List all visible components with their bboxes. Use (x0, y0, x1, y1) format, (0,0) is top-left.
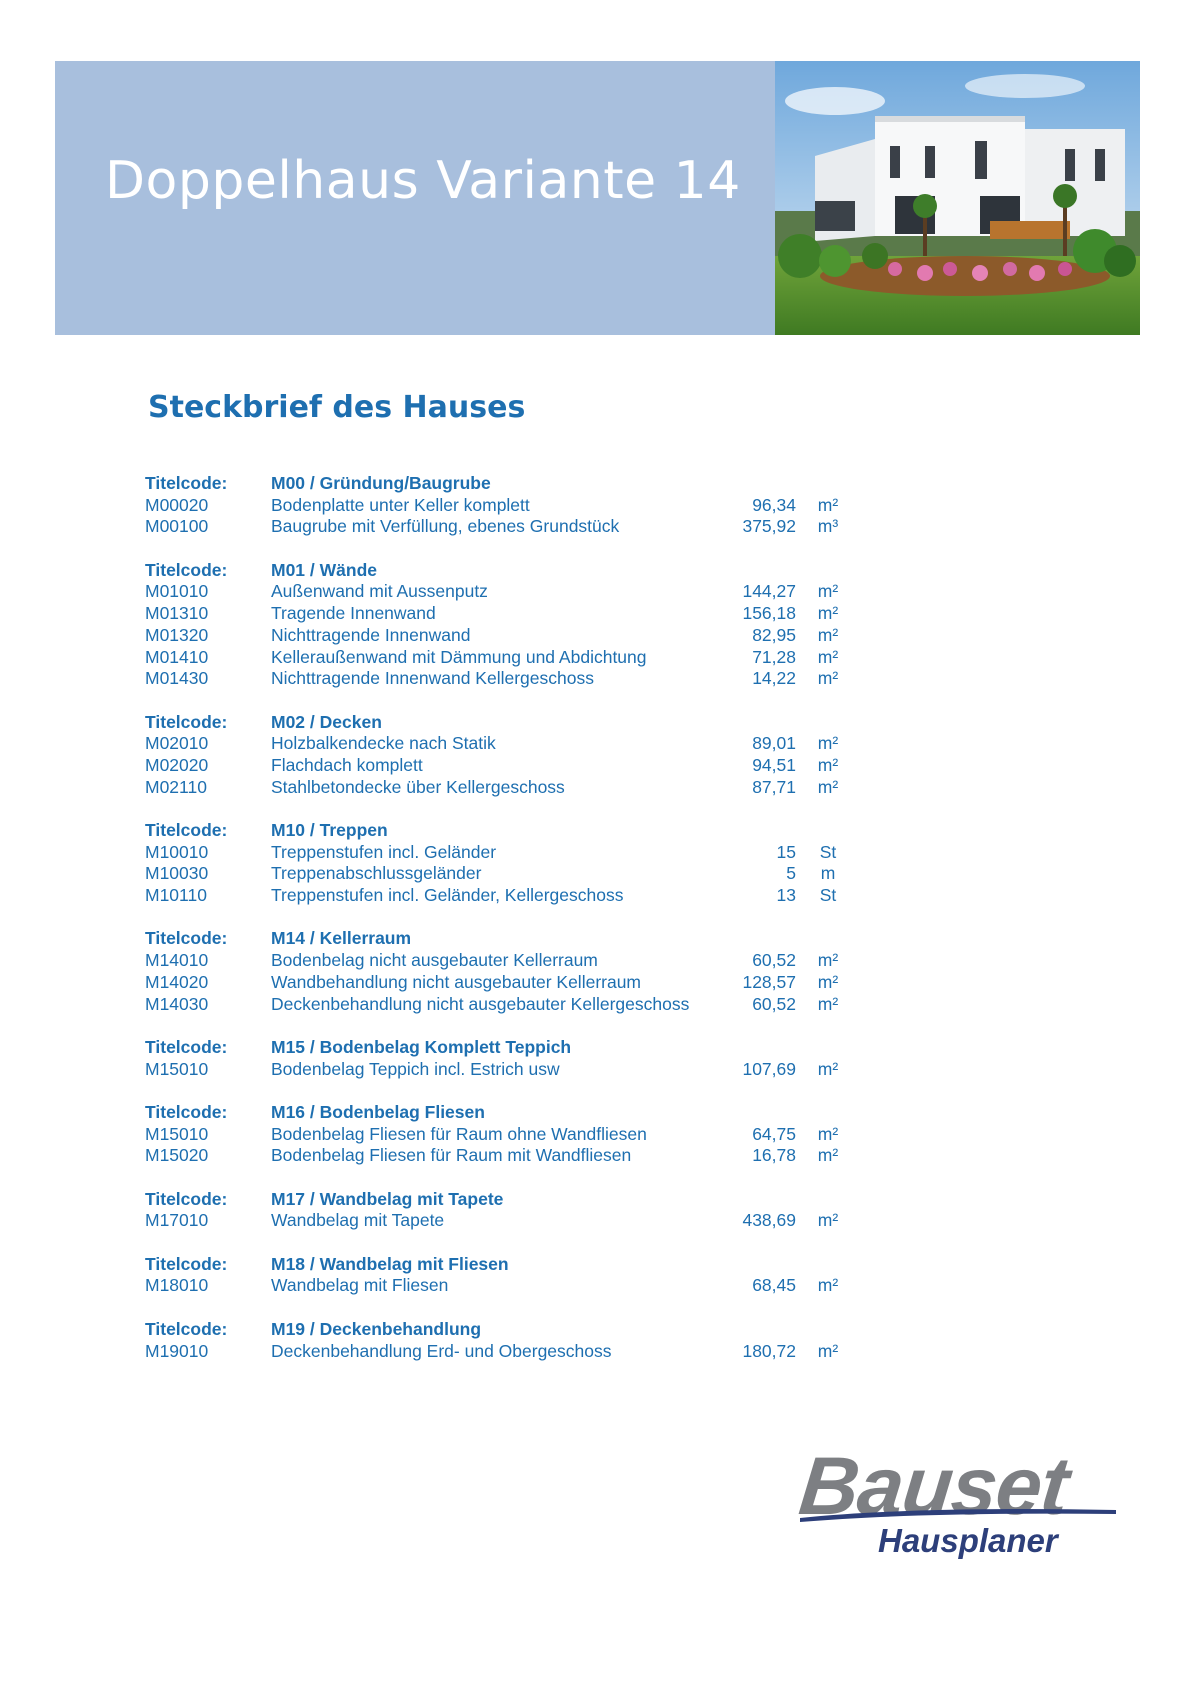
spec-group (145, 712, 845, 799)
group-header (145, 473, 845, 495)
spec-row (145, 1145, 845, 1167)
item-unit: St (819, 841, 837, 862)
item-unit: m² (817, 1145, 839, 1166)
item-code: M01010 (145, 581, 209, 602)
section-title: Steckbrief des Hauses (148, 390, 526, 425)
item-unit: m² (817, 1123, 839, 1144)
item-description: Treppenstufen incl. Geländer, Kellergeschoss (271, 885, 624, 906)
item-description: Flachdach komplett (271, 754, 423, 775)
item-unit: m² (817, 776, 839, 797)
titelcode-label: Titelcode: (145, 820, 228, 840)
item-description: Wandbelag mit Fliesen (271, 1275, 449, 1296)
spec-row (145, 972, 845, 994)
spec-group (145, 928, 845, 1015)
item-code: M01410 (145, 646, 209, 667)
item-code: M18010 (145, 1275, 209, 1296)
item-code: M14010 (145, 950, 209, 971)
titelcode-label: Titelcode: (145, 1318, 228, 1339)
item-description: Kelleraußenwand mit Dämmung und Abdichtung (271, 646, 647, 667)
item-quantity: 89,01 (752, 733, 796, 754)
item-code: M01430 (145, 668, 209, 689)
item-code: M17010 (145, 1210, 209, 1231)
item-quantity: 16,78 (752, 1145, 796, 1166)
spec-group (145, 473, 845, 538)
group-title: M02 / Decken (271, 711, 382, 732)
group-title: M17 / Wandbelag mit Tapete (271, 1188, 504, 1209)
item-quantity: 96,34 (752, 494, 796, 515)
item-unit: m² (817, 494, 839, 515)
spec-row (145, 1124, 845, 1146)
item-description: Deckenbehandlung nicht ausgebauter Kellergeschoss (271, 993, 690, 1014)
item-quantity: 14,22 (752, 668, 796, 689)
item-description: Bodenbelag Teppich incl. Estrich usw (271, 1058, 560, 1079)
item-description: Treppenstufen incl. Geländer (271, 841, 497, 862)
item-quantity: 107,69 (742, 1058, 796, 1079)
item-code: M14030 (145, 993, 209, 1014)
spec-group (145, 820, 845, 907)
item-description: Tragende Innenwand (271, 603, 436, 624)
item-code: M02110 (145, 776, 207, 797)
item-quantity: 87,71 (752, 776, 796, 797)
group-header (145, 1189, 845, 1211)
item-quantity: 156,18 (742, 603, 796, 624)
spec-row (145, 885, 845, 907)
item-code: M15010 (145, 1058, 209, 1079)
item-unit: m² (817, 1058, 839, 1079)
item-code: M10110 (145, 885, 207, 906)
spec-row (145, 733, 845, 755)
group-header (145, 560, 845, 582)
item-unit: m² (817, 581, 839, 602)
titelcode-label: Titelcode: (145, 1036, 228, 1057)
item-description: Außenwand mit Aussenputz (271, 581, 488, 602)
item-quantity: 13 (776, 885, 796, 906)
header-banner (55, 61, 1140, 335)
spec-row (145, 495, 845, 517)
titelcode-label: Titelcode: (145, 928, 228, 949)
item-code: M00020 (145, 494, 209, 515)
item-description: Stahlbetondecke über Kellergeschoss (271, 776, 565, 797)
titelcode-label: Titelcode: (145, 1253, 228, 1274)
item-unit: m² (817, 971, 839, 992)
spec-list (145, 473, 845, 1384)
item-code: M14020 (145, 971, 209, 992)
spec-group (145, 1254, 845, 1297)
spec-row (145, 668, 845, 690)
spec-group (145, 1037, 845, 1080)
house-photo (775, 61, 1140, 335)
group-header (145, 928, 845, 950)
spec-row (145, 950, 845, 972)
spec-group (145, 1102, 845, 1167)
group-header (145, 1319, 845, 1341)
spec-row (145, 647, 845, 669)
spec-row (145, 1059, 845, 1081)
item-description: Wandbelag mit Tapete (271, 1210, 445, 1231)
spec-row (145, 516, 845, 538)
item-quantity: 71,28 (752, 646, 796, 667)
item-unit: m² (817, 950, 839, 971)
item-code: M00100 (145, 516, 209, 537)
group-header (145, 820, 845, 842)
logo-brand: Bauset (795, 1441, 1073, 1532)
item-quantity: 15 (776, 841, 796, 862)
titelcode-label: Titelcode: (145, 559, 228, 580)
item-description: Deckenbehandlung Erd- und Obergeschoss (271, 1340, 612, 1361)
item-unit: m² (817, 733, 839, 754)
spec-row (145, 755, 845, 777)
item-unit: St (819, 885, 837, 906)
item-description: Bodenplatte unter Keller komplett (271, 494, 530, 515)
item-unit: m² (817, 624, 839, 645)
item-quantity: 64,75 (752, 1123, 796, 1144)
item-code: M01310 (145, 603, 209, 624)
spec-group (145, 560, 845, 690)
group-header (145, 1254, 845, 1276)
group-title: M15 / Bodenbelag Komplett Teppich (271, 1036, 572, 1057)
item-unit: m² (817, 1340, 839, 1361)
group-header (145, 1102, 845, 1124)
spec-row (145, 863, 845, 885)
group-title: M01 / Wände (271, 559, 377, 580)
item-code: M15010 (145, 1123, 209, 1144)
item-unit: m² (817, 993, 839, 1014)
group-title: M14 / Kellerraum (271, 928, 412, 949)
logo-subtitle: Hausplaner (878, 1522, 1058, 1559)
item-quantity: 5 (786, 863, 796, 884)
spec-row (145, 777, 845, 799)
item-description: Nichttragende Innenwand (271, 624, 471, 645)
item-description: Holzbalkendecke nach Statik (271, 733, 496, 754)
item-code: M10010 (145, 841, 209, 862)
item-description: Baugrube mit Verfüllung, ebenes Grundstück (271, 516, 620, 537)
item-code: M02020 (145, 754, 209, 775)
item-code: M02010 (145, 733, 209, 754)
group-header (145, 1037, 845, 1059)
page-title: Doppelhaus Variante 14 (105, 151, 741, 211)
item-quantity: 180,72 (742, 1340, 796, 1361)
group-title: M18 / Wandbelag mit Fliesen (271, 1253, 509, 1274)
bauset-logo (795, 1440, 1118, 1570)
item-unit: m² (817, 603, 839, 624)
item-unit: m² (817, 668, 839, 689)
titelcode-label: Titelcode: (145, 1101, 228, 1122)
group-title: M16 / Bodenbelag Fliesen (271, 1101, 485, 1122)
house-rendering-image (775, 61, 1140, 335)
spec-group (145, 1319, 845, 1362)
spec-row (145, 625, 845, 647)
item-quantity: 438,69 (742, 1210, 796, 1231)
item-description: Wandbehandlung nicht ausgebauter Kellerraum (271, 971, 642, 992)
item-description: Bodenbelag nicht ausgebauter Kellerraum (271, 950, 598, 971)
item-code: M01320 (145, 624, 209, 645)
spec-row (145, 1275, 845, 1297)
item-quantity: 375,92 (742, 516, 796, 537)
group-title: M19 / Deckenbehandlung (271, 1318, 482, 1339)
spec-row (145, 1341, 845, 1363)
group-header (145, 712, 845, 734)
titelcode-label: Titelcode: (145, 473, 228, 493)
item-quantity: 128,57 (742, 971, 796, 992)
item-quantity: 60,52 (752, 950, 796, 971)
item-description: Bodenbelag Fliesen für Raum mit Wandfliesen (271, 1145, 632, 1166)
item-quantity: 94,51 (752, 754, 796, 775)
item-code: M19010 (145, 1340, 209, 1361)
item-code: M10030 (145, 863, 209, 884)
item-unit: m (820, 863, 836, 884)
titelcode-label: Titelcode: (145, 711, 228, 732)
item-unit: m³ (817, 516, 839, 537)
spec-row (145, 1210, 845, 1232)
item-quantity: 144,27 (742, 581, 796, 602)
spec-row (145, 581, 845, 603)
item-code: M15020 (145, 1145, 209, 1166)
spec-row (145, 994, 845, 1016)
item-unit: m² (817, 1275, 839, 1296)
item-quantity: 68,45 (752, 1275, 796, 1296)
item-description: Treppenabschlussgeländer (271, 863, 482, 884)
item-quantity: 60,52 (752, 993, 796, 1014)
item-unit: m² (817, 1210, 839, 1231)
spec-group (145, 1189, 845, 1232)
group-title: M10 / Treppen (271, 820, 388, 840)
spec-row (145, 603, 845, 625)
item-unit: m² (817, 754, 839, 775)
spec-row (145, 842, 845, 864)
item-description: Bodenbelag Fliesen für Raum ohne Wandfliesen (271, 1123, 647, 1144)
titelcode-label: Titelcode: (145, 1188, 228, 1209)
group-title: M00 / Gründung/Baugrube (271, 473, 491, 493)
logo-swoosh-icon (798, 1504, 1118, 1524)
item-description: Nichttragende Innenwand Kellergeschoss (271, 668, 594, 689)
item-unit: m² (817, 646, 839, 667)
item-quantity: 82,95 (752, 624, 796, 645)
banner-background (55, 61, 775, 335)
